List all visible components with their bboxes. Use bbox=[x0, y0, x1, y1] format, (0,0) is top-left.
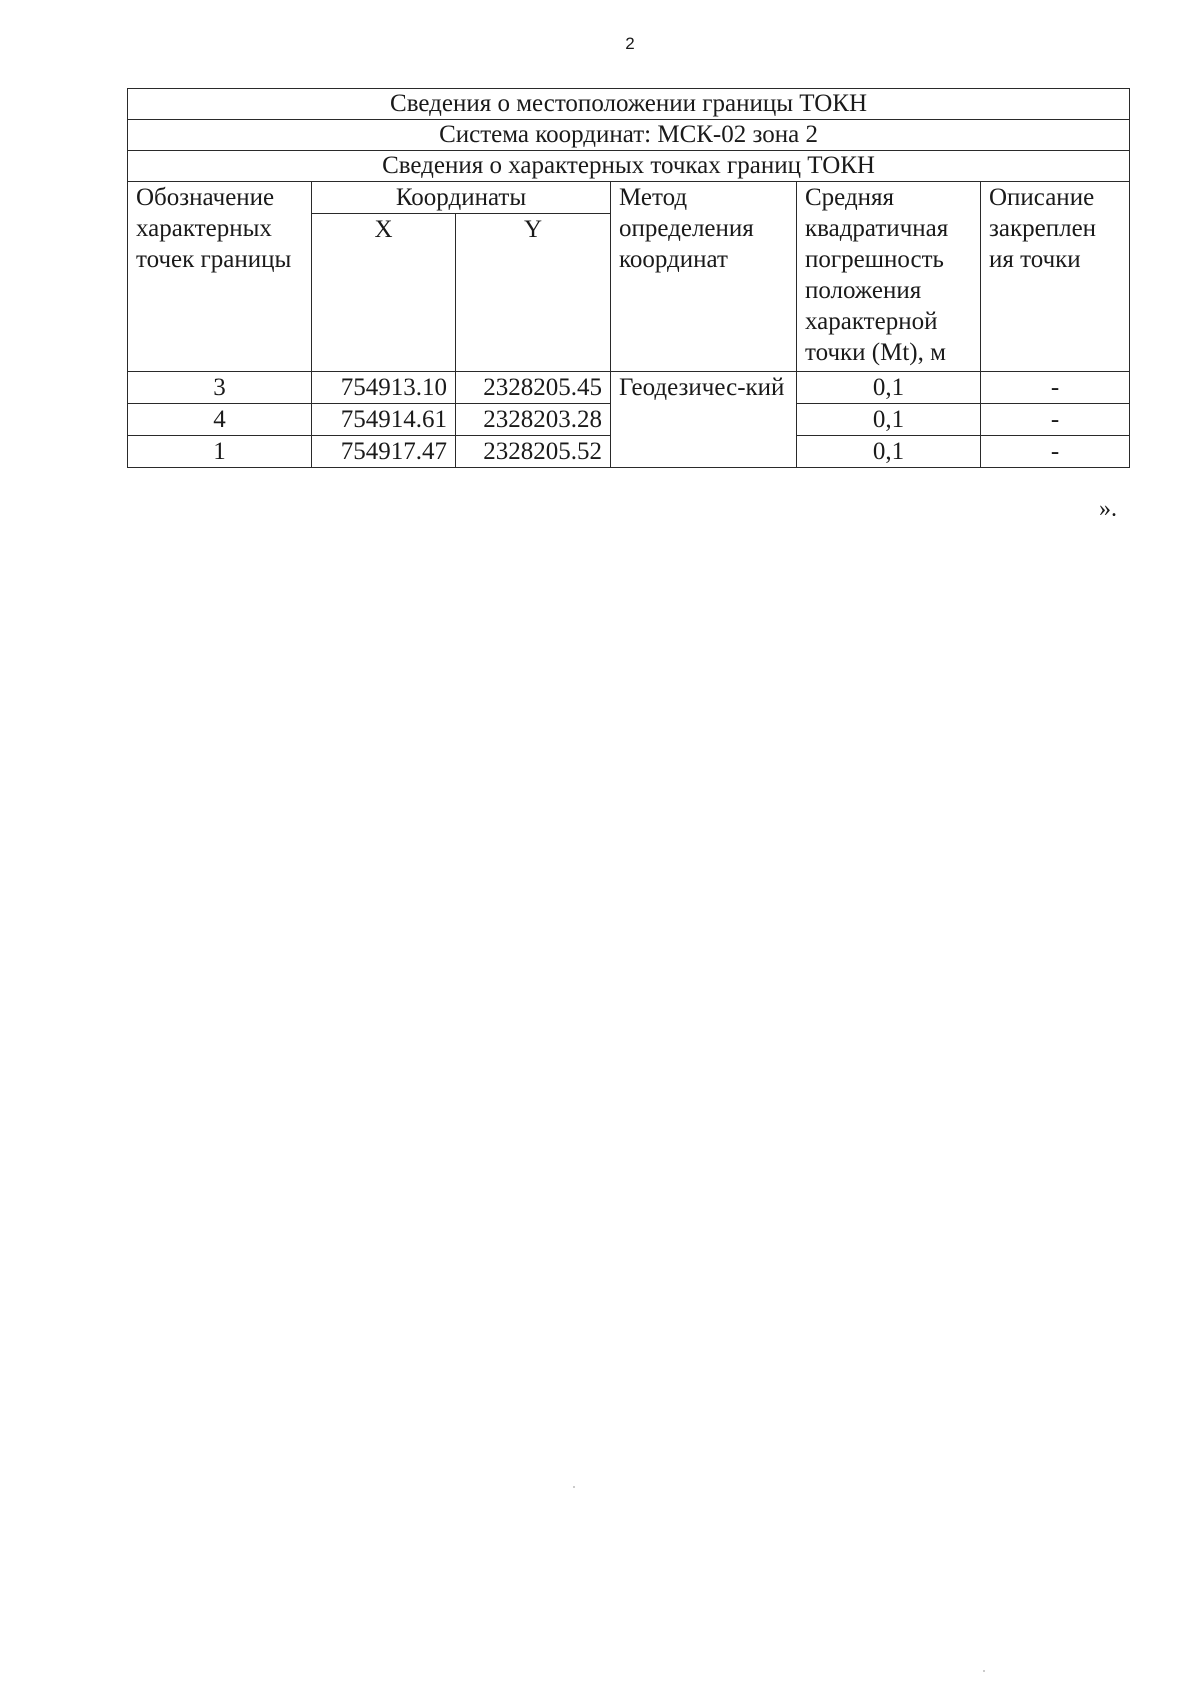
header-x: X bbox=[312, 214, 456, 372]
x-cell: 754913.10 bbox=[312, 372, 456, 404]
coordinate-system-row: Система координат: МСК-02 зона 2 bbox=[128, 120, 1130, 151]
header-point-designation: Обозначение характерных точек границы bbox=[128, 182, 312, 372]
method-cell: Геодезичес-кий bbox=[611, 372, 797, 468]
y-cell: 2328205.45 bbox=[456, 372, 611, 404]
points-section-title: Сведения о характерных точках границ ТОКН bbox=[128, 151, 1130, 182]
boundary-points-table bbox=[127, 88, 1130, 468]
table-title: Сведения о местоположении границы ТОКН bbox=[128, 89, 1130, 120]
description-cell: - bbox=[981, 404, 1130, 436]
scan-speck bbox=[983, 1670, 985, 1672]
point-cell: 3 bbox=[128, 372, 312, 404]
scan-speck bbox=[573, 1486, 575, 1488]
point-cell: 4 bbox=[128, 404, 312, 436]
error-cell: 0,1 bbox=[797, 372, 981, 404]
y-cell: 2328203.28 bbox=[456, 404, 611, 436]
description-cell: - bbox=[981, 372, 1130, 404]
x-cell: 754914.61 bbox=[312, 404, 456, 436]
error-cell: 0,1 bbox=[797, 404, 981, 436]
point-cell: 1 bbox=[128, 436, 312, 468]
header-method: Метод определения координат bbox=[611, 182, 797, 372]
header-fixing-description: Описание закреплен ия точки bbox=[981, 182, 1130, 372]
header-coordinates: Координаты bbox=[312, 182, 611, 214]
closing-quote: ». bbox=[1099, 496, 1117, 522]
page-number: 2 bbox=[625, 34, 635, 53]
header-mean-error: Средняя квадратичная погрешность положения характерной точки (Mt), м bbox=[797, 182, 981, 372]
x-cell: 754917.47 bbox=[312, 436, 456, 468]
header-y: Y bbox=[456, 214, 611, 372]
description-cell: - bbox=[981, 436, 1130, 468]
error-cell: 0,1 bbox=[797, 436, 981, 468]
y-cell: 2328205.52 bbox=[456, 436, 611, 468]
table-row bbox=[128, 372, 1130, 404]
